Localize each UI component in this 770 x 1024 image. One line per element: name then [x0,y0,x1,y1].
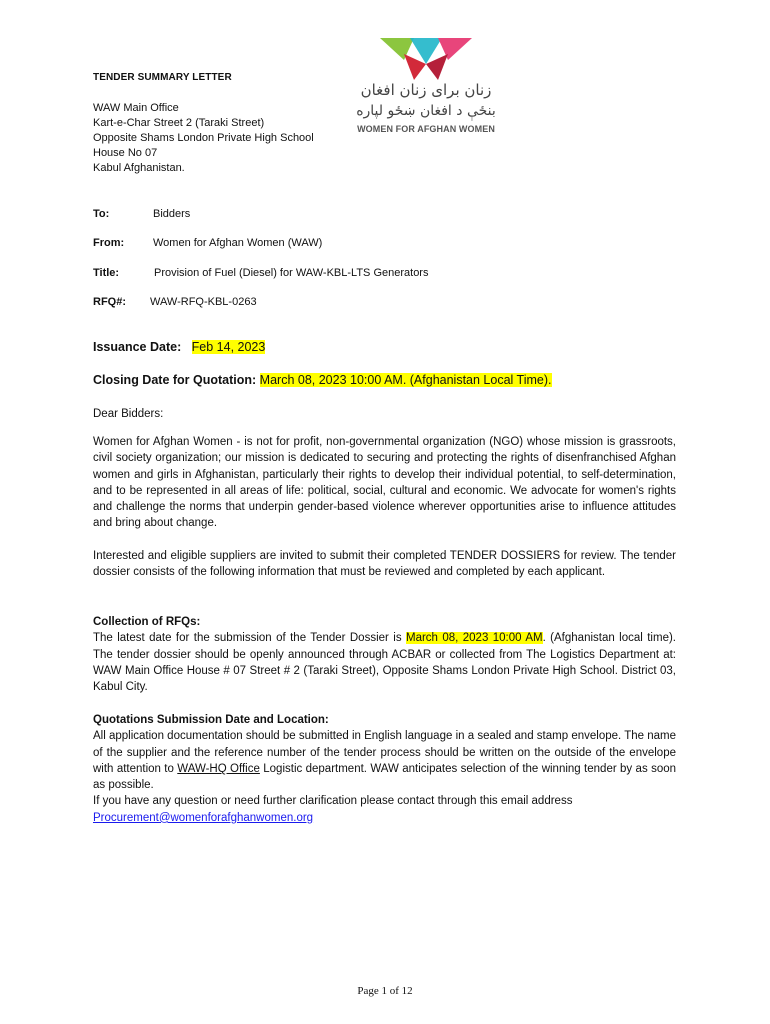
to-label: To: [93,208,110,220]
waw-logo [348,38,504,142]
collection-text-end: . (Afghanistan local time). The tender dossier should be openly announced through ACBAR or collected from The Logistics Department at: WAW Main Office House # 07 Street # 2 (Taraki Street), Opposite Shams London Private High School. District 03, Kabul City. [93,632,676,694]
issuance-date [93,340,265,354]
invitation-paragraph: Interested and eligible suppliers are invited to submit their completed TENDER DOSSIERS for review. The tender dossier consists of the following information that must be reviewed and completed by each applicant. [93,550,676,579]
from-label: From: [93,237,125,249]
logo-english-name: WOMEN FOR AFGHAN WOMEN [357,124,495,134]
address-line: Kabul Afghanistan. [93,162,185,174]
intro-paragraph: Women for Afghan Women - is not for profit, non-governmental organization (NGO) whose mission is grassroots, civil society organization; our mission is dedicated to securing and protecting the rights of disenfranchised Afghan women and girls in Afghanistan, particularly their rights to develop their individual potential, to self-determination, and to be represented in all areas of life: political, social, cultural and economic. We advocate for women's rights and challenge the norms that underpin gender-based violence wherever opportunities arise to influence attitudes and bring about change. [93,436,676,530]
rfq-value: WAW-RFQ-KBL-0263 [150,296,257,308]
submission-text-start: All application documentation should be submitted in English language in a sealed and stamp envelope. The name of the supplier and the reference number of the tender process should be written on the outside of the envelope with attention to [93,730,676,775]
to-value: Bidders [153,208,191,220]
title-label: Title: [93,267,120,279]
address-line: Kart-e-Char Street 2 (Taraki Street) [93,117,265,129]
collection-text [93,630,676,695]
address-line: Opposite Shams London Private High School [93,132,314,144]
waw-hq-office-text: WAW-HQ Office [177,762,260,775]
submission-text-end: Logistic department. WAW anticipates selection of the winning tender by as soon as possible. [93,762,677,792]
procurement-email-link[interactable]: Procurement@womenforafghanwomen.org [93,811,314,824]
issuance-value: Feb 14, 2023 [191,340,266,354]
page-number: Page 1 of 12 [357,985,413,997]
address-line: House No 07 [93,147,158,159]
contact-line: If you have any question or need further clarification please contact through this email address [93,795,573,808]
waw-logo-mark-icon [380,38,472,80]
logo-arabic-line-1: زنان برای زنان افغان [360,81,492,99]
collection-deadline: March 08, 2023 10:00 AM [406,632,543,645]
submission-heading: Quotations Submission Date and Location: [93,714,329,726]
collection-heading: Collection of RFQs: [93,616,201,628]
closing-value: March 08, 2023 10:00 AM. (Afghanistan Local Time). [259,373,552,387]
closing-date [93,373,552,387]
collection-text-start: The latest date for the submission of the Tender Dossier is [93,632,406,645]
sender-address [93,101,314,176]
collection-section [93,614,676,695]
submission-text [93,728,676,793]
submission-section [93,712,676,826]
rfq-label: RFQ#: [93,296,126,308]
logo-arabic-line-2: بنځې د افغان ښځو لپاره [356,103,496,119]
address-line: WAW Main Office [93,102,179,114]
from-value: Women for Afghan Women (WAW) [153,237,323,249]
closing-label: Closing Date for Quotation: [93,373,257,387]
title-value: Provision of Fuel (Diesel) for WAW-KBL-LTS Generators [154,267,429,279]
letter-title: TENDER SUMMARY LETTER [93,72,232,83]
salutation: Dear Bidders: [93,408,164,420]
issuance-label: Issuance Date: [93,340,182,354]
